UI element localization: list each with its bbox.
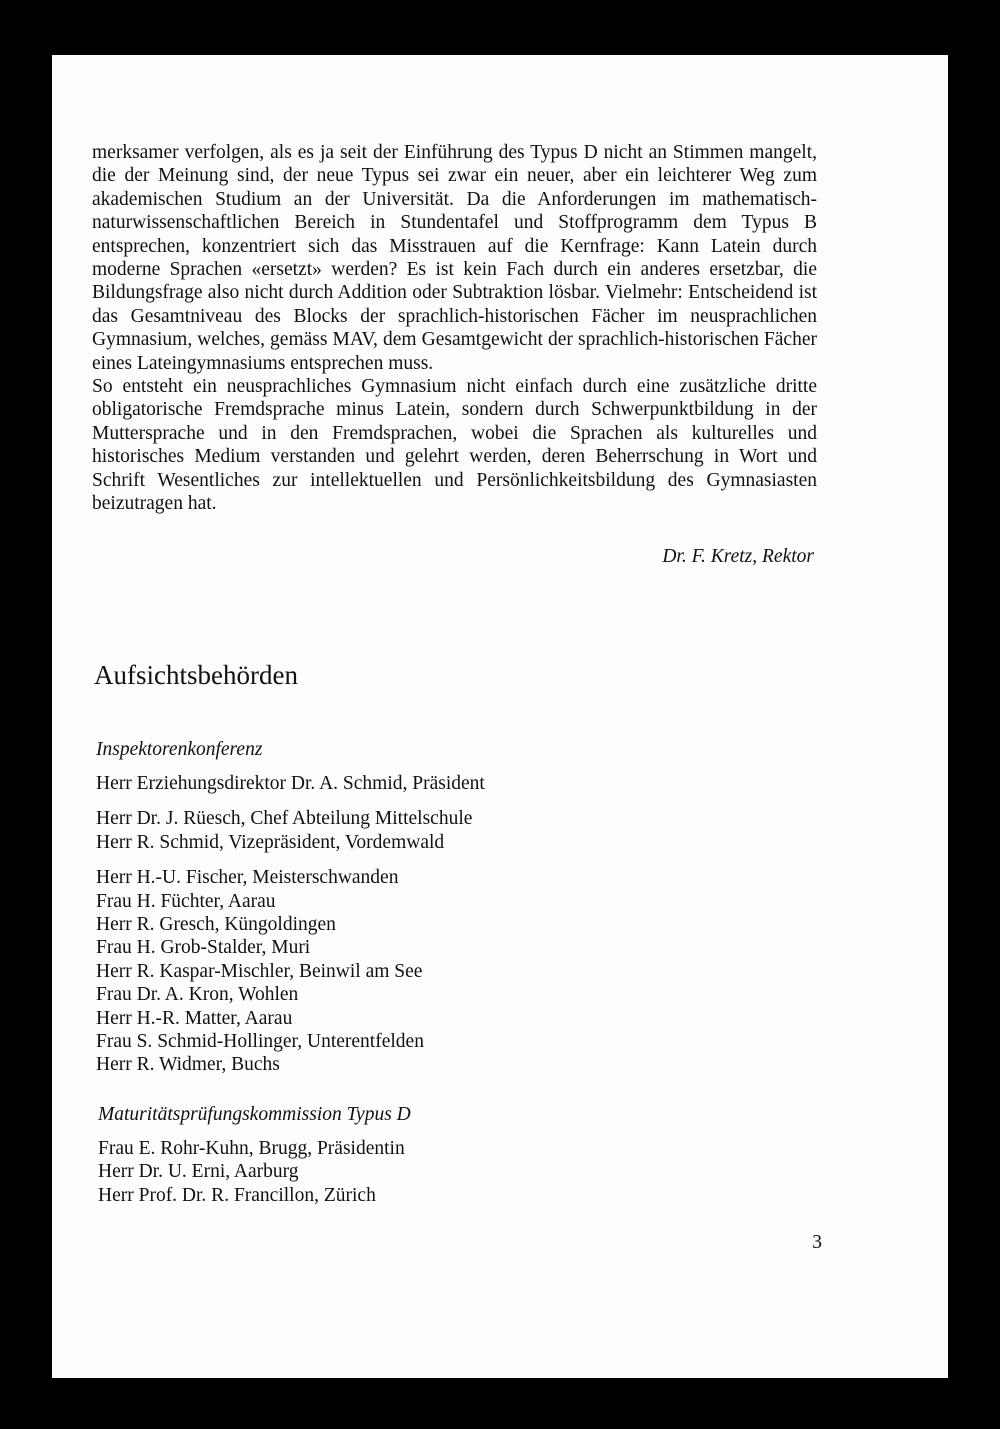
members-list [98, 1137, 798, 1207]
leads-list [96, 807, 796, 854]
kommission-block [98, 1103, 798, 1207]
members-list [96, 866, 796, 1077]
list-item: Herr H.-U. Fischer, Meisterschwanden [96, 867, 399, 889]
list-item: Herr R. Schmid, Vizepräsident, Vordemwald [96, 831, 445, 853]
chair-list [96, 772, 796, 795]
list-item: Frau Dr. A. Kron, Wohlen [96, 984, 299, 1006]
list-item: Herr R. Gresch, Küngoldingen [96, 914, 336, 936]
list-item: Herr Dr. J. Rüesch, Chef Abteilung Mittelschule [96, 808, 473, 830]
section-title: Aufsichtsbehörden [94, 660, 298, 690]
paragraph: merksamer verfolgen, als es ja seit der Einführung des Typus D nicht an Stimmen mangelt, die der Meinung sind, der neue Typus sei zwar ein neuer, aber ein leichterer Weg zum akademischen Studium an der Universität. Da die Anforderungen im mathematisch-naturwissenschaftlichen Bereich in Stundentafel und Stoffprogramm dem Typus B entsprechen, konzentriert sich das Misstrauen auf die Kernfrage: Kann Latein durch moderne Sprachen «ersetzt» werden? Es ist kein Fach durch ein anderes ersetzbar, die Bildungsfrage also nicht durch Addition oder Subtraktion lösbar. Vielmehr: Entscheidend ist das Gesamtniveau des Blocks der sprachlich-historischen Fächer im neusprachlichen Gymnasium, welches, gemäss MAV, dem Gesamtgewicht der sprachlich-historischen Fächer eines Lateingymnasiums entsprechen muss. [92, 142, 817, 374]
intro-text [92, 141, 817, 516]
list-item: Herr Prof. Dr. R. Francillon, Zürich [98, 1184, 376, 1206]
list-item: Frau E. Rohr-Kuhn, Brugg, Präsidentin [98, 1138, 405, 1159]
list-item: Herr Dr. U. Erni, Aarburg [98, 1161, 299, 1183]
group-heading: Maturitätsprüfungskommission Typus D [98, 1104, 411, 1125]
list-item: Frau H. Grob-Stalder, Muri [96, 937, 311, 959]
page-number: 3 [812, 1232, 822, 1253]
list-item: Herr R. Kaspar-Mischler, Beinwil am See [96, 960, 423, 982]
paragraph: So entsteht ein neusprachliches Gymnasium nicht einfach durch eine zusätzliche dritte obligatorische Fremdsprache minus Latein, sondern durch Schwerpunktbildung in der Muttersprache und in den Fremdsprachen, wobei die Sprachen als kulturelles und historisches Medium verstanden und gelehrt werden, deren Beherrschung in Wort und Schrift Wesentliches zur intellektuellen und Persönlichkeitsbildung des Gymnasiasten beizutragen hat. [92, 376, 817, 515]
inspektorenkonferenz-block [96, 738, 796, 1077]
list-item: Herr R. Widmer, Buchs [96, 1054, 280, 1076]
list-item: Herr Erziehungsdirektor Dr. A. Schmid, Präsident [96, 773, 485, 794]
document-page [52, 55, 948, 1378]
list-item: Frau H. Füchter, Aarau [96, 890, 276, 912]
list-item: Herr H.-R. Matter, Aarau [96, 1007, 293, 1029]
author-signature: Dr. F. Kretz, Rektor [662, 546, 814, 567]
list-item: Frau S. Schmid-Hollinger, Unterentfelden [96, 1031, 424, 1053]
group-heading: Inspektorenkonferenz [96, 739, 263, 760]
